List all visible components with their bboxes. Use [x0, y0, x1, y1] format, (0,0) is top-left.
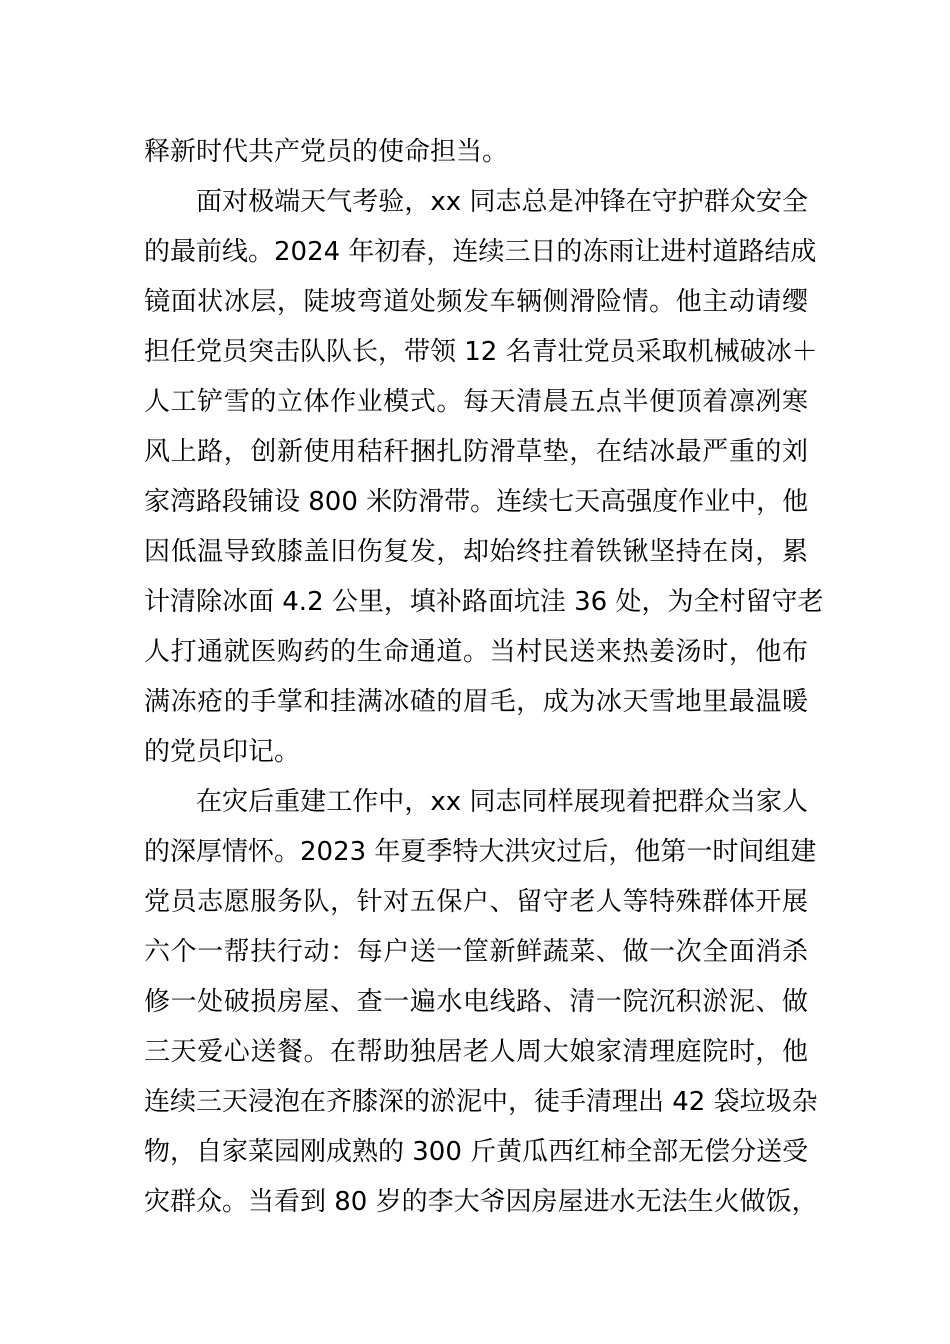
text-line: 满冻疮的手掌和挂满冰碴的眉毛，成为冰天雪地里最温暖	[144, 687, 808, 717]
text-line: 风上路，创新使用秸秆捆扎防滑草垫，在结冰最严重的刘	[144, 437, 808, 467]
text-line: 担任党员突击队队长，带领 12 名青壮党员采取机械破冰＋	[144, 337, 818, 367]
text-line: 的深厚情怀。2023 年夏季特大洪灾过后，他第一时间组建	[144, 837, 817, 867]
text-line: 释新时代共产党员的使命担当。	[144, 137, 509, 167]
paragraph-3	[144, 777, 818, 1227]
text-line: 的最前线。2024 年初春，连续三日的冻雨让进村道路结成	[144, 237, 817, 267]
text-line: 灾群众。当看到 80 岁的李大爷因房屋进水无法生火做饭，	[144, 1187, 818, 1217]
text-line: 人工铲雪的立体作业模式。每天清晨五点半便顶着凛冽寒	[144, 387, 808, 417]
text-line: 在灾后重建工作中，xx 同志同样展现着把群众当家人	[196, 787, 808, 817]
text-line: 镜面状冰层，陡坡弯道处频发车辆侧滑险情。他主动请缨	[144, 287, 808, 317]
text-line: 家湾路段铺设 800 米防滑带。连续七天高强度作业中，他	[144, 487, 809, 517]
text-line: 六个一帮扶行动：每户送一筐新鲜蔬菜、做一次全面消杀	[144, 937, 808, 967]
paragraph-1	[144, 127, 808, 177]
paragraph-2	[144, 177, 824, 777]
text-line: 的党员印记。	[144, 737, 301, 767]
text-line: 连续三天浸泡在齐膝深的淤泥中，徒手清理出 42 袋垃圾杂	[144, 1087, 818, 1117]
text-line: 计清除冰面 4.2 公里，填补路面坑洼 36 处，为全村留守老	[144, 587, 824, 617]
text-line: 因低温导致膝盖旧伤复发，却始终拄着铁锹坚持在岗，累	[144, 537, 808, 567]
text-line: 修一处破损房屋、查一遍水电线路、清一院沉积淤泥、做	[144, 987, 808, 1017]
document-body	[144, 127, 824, 1227]
text-line: 三天爱心送餐。在帮助独居老人周大娘家清理庭院时，他	[144, 1037, 808, 1067]
text-line: 物，自家菜园刚成熟的 300 斤黄瓜西红柿全部无偿分送受	[144, 1137, 809, 1167]
text-line: 党员志愿服务队，针对五保户、留守老人等特殊群体开展	[144, 887, 808, 917]
text-line: 面对极端天气考验，xx 同志总是冲锋在守护群众安全	[196, 187, 808, 217]
text-line: 人打通就医购药的生命通道。当村民送来热姜汤时，他布	[144, 637, 808, 667]
